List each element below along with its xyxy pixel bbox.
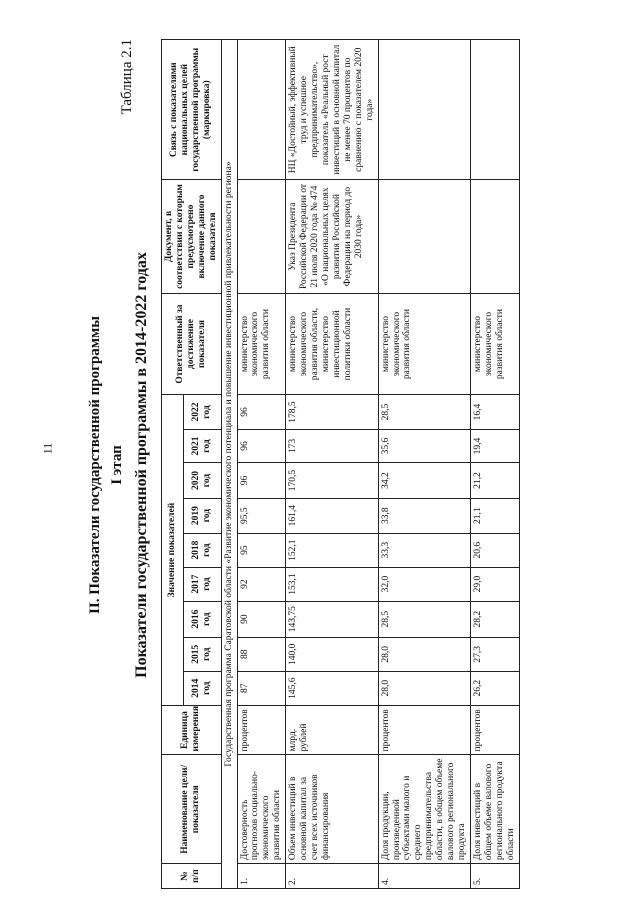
row-num: 1. (237, 864, 286, 889)
row-value: 33,8 (378, 498, 470, 533)
row-value: 153,1 (286, 567, 378, 601)
row-document (378, 180, 470, 293)
row-value: 26,2 (470, 671, 519, 705)
row-value: 29,0 (470, 567, 519, 601)
row-value: 88 (237, 637, 286, 671)
row-value: 161,4 (286, 498, 378, 533)
row-value: 145,6 (286, 671, 378, 705)
row-document (237, 180, 286, 293)
row-value: 34,2 (378, 463, 470, 498)
row-link (470, 40, 519, 180)
rotated-sheet (65, 35, 585, 895)
col-unit-header: Единица измерения (162, 705, 222, 755)
row-num: 5. (470, 864, 519, 889)
row-value: 19,4 (470, 429, 519, 463)
section-row (221, 40, 237, 889)
row-value: 173 (286, 429, 378, 463)
year-header: 2016 год (184, 601, 221, 637)
row-num: 4. (378, 864, 470, 889)
row-value: 28,0 (378, 637, 470, 671)
row-value: 33,3 (378, 533, 470, 567)
year-header: 2020 год (184, 463, 221, 498)
year-header: 2021 год (184, 429, 221, 463)
row-value: 28,2 (470, 601, 519, 637)
row-unit: процентов (237, 705, 286, 755)
row-value: 21,1 (470, 498, 519, 533)
row-link (378, 40, 470, 180)
row-value: 27,3 (470, 637, 519, 671)
year-header: 2019 год (184, 498, 221, 533)
row-value: 92 (237, 567, 286, 601)
row-document (470, 180, 519, 293)
row-value: 96 (237, 429, 286, 463)
header-row-1 (162, 40, 184, 889)
indicators-table (161, 39, 520, 889)
row-unit: млрд. рублей (286, 705, 378, 755)
row-responsible: министерство экономического развития области, министерство инвестиционной политики области (286, 293, 378, 395)
year-header: 2022 год (184, 395, 221, 429)
row-name: Доля инвестиций в общем объеме валового регионального продукта области (470, 755, 519, 864)
year-header: 2018 год (184, 533, 221, 567)
table-row (470, 40, 519, 889)
year-header: 2014 год (184, 671, 221, 705)
table-row (237, 40, 286, 889)
col-responsible-header: Ответственный за достижение показателя (162, 293, 222, 395)
row-value: 32,0 (378, 567, 470, 601)
row-value: 21,2 (470, 463, 519, 498)
page-number: 11 (40, 442, 55, 455)
row-responsible: министерство экономического развития области (378, 293, 470, 395)
row-value: 140,0 (286, 637, 378, 671)
row-link (237, 40, 286, 180)
row-value: 90 (237, 601, 286, 637)
table-label: Таблица 2.1 (119, 39, 135, 115)
year-header: 2017 год (184, 567, 221, 601)
row-unit: процентов (378, 705, 470, 755)
year-header: 2015 год (184, 637, 221, 671)
row-responsible: министерство экономического развития области (237, 293, 286, 395)
main-heading: Показатели государственной программы в 2014-2022 годах (133, 252, 150, 678)
row-value: 152,1 (286, 533, 378, 567)
col-num-header: № п/п (162, 864, 222, 889)
row-value: 28,5 (378, 601, 470, 637)
table-row (378, 40, 470, 889)
row-value: 28,0 (378, 671, 470, 705)
row-value: 87 (237, 671, 286, 705)
col-link-header: Связь с показателями национальных целей государственной программы (маркировка) (162, 40, 222, 180)
section-heading: II. Показатели государственной программы (87, 316, 103, 614)
row-value: 95 (237, 533, 286, 567)
row-name: Доля продукции, произведенной субъектами малого и среднего предпринимательства области, в общем объеме валового регионального продукта (378, 755, 470, 864)
row-value: 96 (237, 395, 286, 429)
row-value: 35,6 (378, 429, 470, 463)
row-value: 143,75 (286, 601, 378, 637)
row-value: 28,5 (378, 395, 470, 429)
row-value: 170,5 (286, 463, 378, 498)
row-value: 16,4 (470, 395, 519, 429)
stage-heading: I этап (109, 445, 125, 485)
row-document: Указ Президента Российской Федерации от 21 июля 2020 года № 474 «О национальных целях развития Российской Федерации на период до 2030 года» (286, 180, 378, 293)
row-link: НЦ «Достойный, эффективный труд и успешное предпринимательство», показатель «Реальный рост инвестиций в основной капитал не менее 70 процентов по сравнению с показателем 2020 года» (286, 40, 378, 180)
row-unit: процентов (470, 705, 519, 755)
table-row (286, 40, 378, 889)
row-value: 95,5 (237, 498, 286, 533)
values-group-header: Значение показателей (162, 395, 184, 705)
row-name: Объем инвестиций в основной капитал за счет всех источников финансирования (286, 755, 378, 864)
row-num: 2. (286, 864, 378, 889)
col-name-header: Наименование цели/показателя (162, 755, 222, 864)
row-name: Достоверность прогнозов социально-экономического развития области (237, 755, 286, 864)
row-responsible: министерство экономического развития области (470, 293, 519, 395)
col-document-header: Документ, в соответствии с которым предусмотрено включение данного показателя (162, 180, 222, 293)
row-value: 178,5 (286, 395, 378, 429)
section-title: Государственная программа Саратовской области «Развитие экономического потенциала и повышение инвестиционной привлекательности региона» (221, 40, 237, 889)
row-value: 96 (237, 463, 286, 498)
row-value: 20,6 (470, 533, 519, 567)
